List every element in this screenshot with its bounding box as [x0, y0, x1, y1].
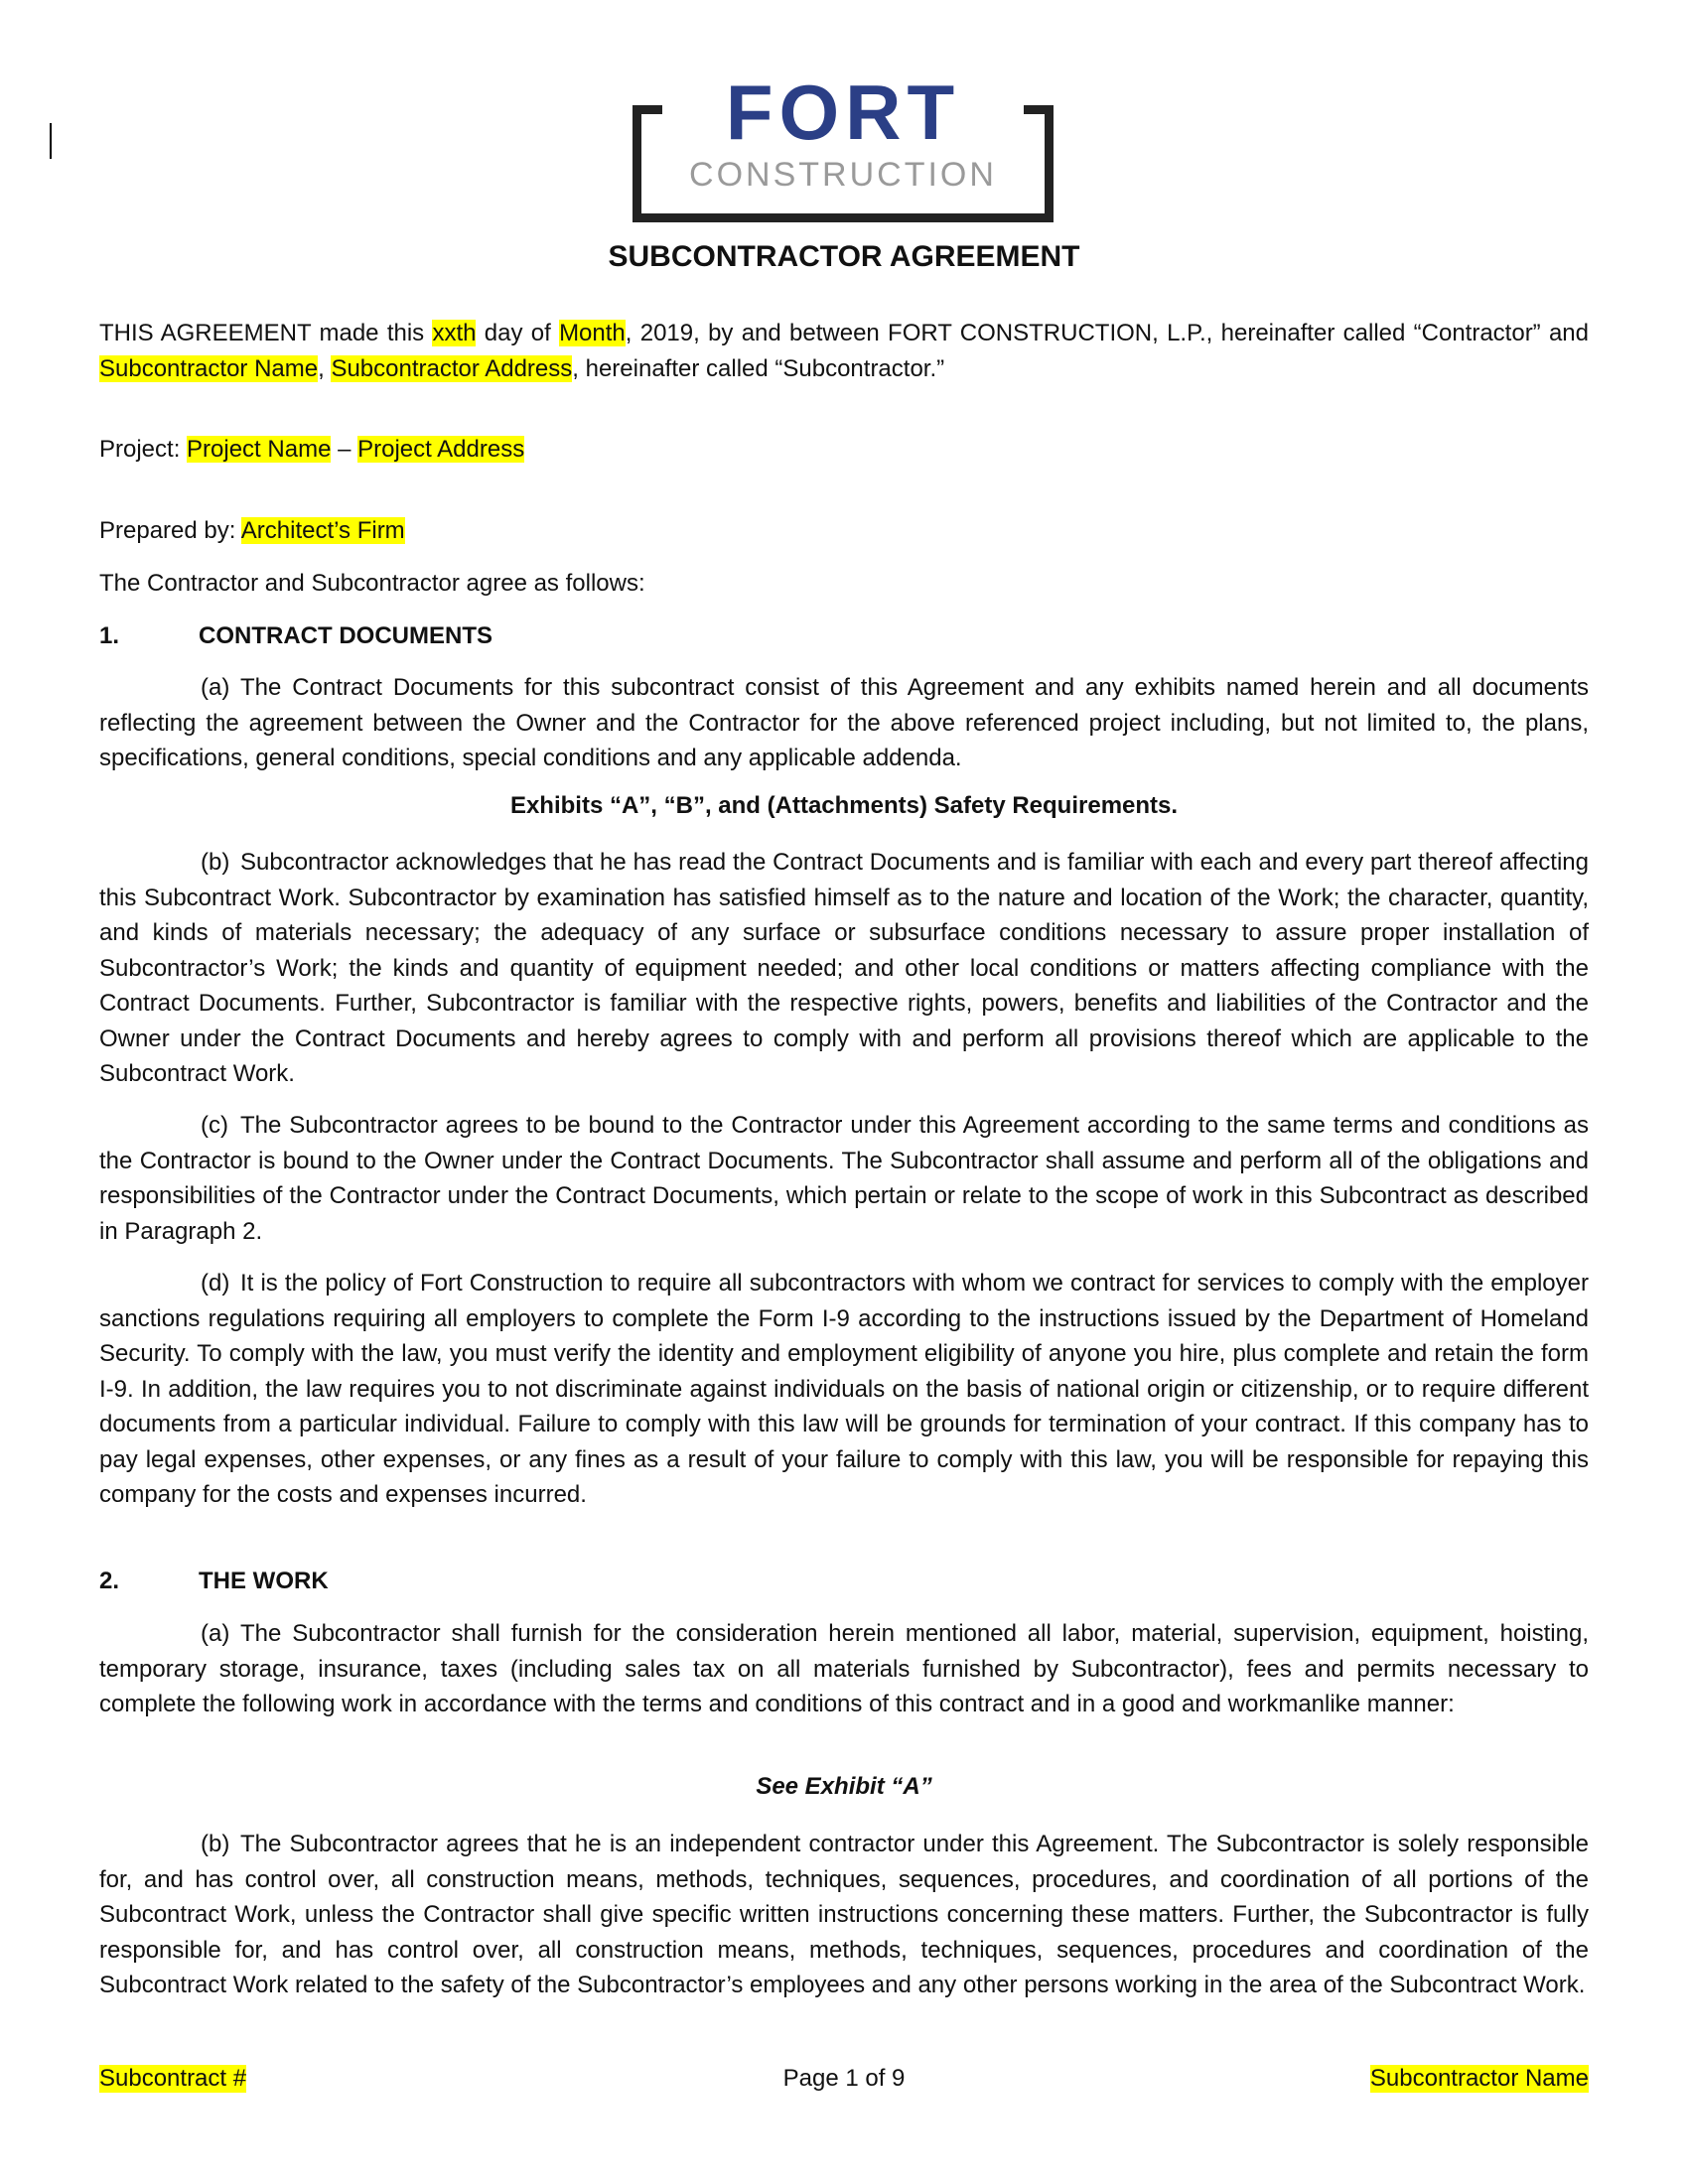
section-2-heading: [99, 1564, 329, 1598]
exhibits-heading: Exhibits “A”, “B”, and (Attachments) Safety Requirements.: [509, 792, 1179, 819]
section-number: 2.: [99, 1568, 120, 1594]
intro-text: ,: [318, 354, 332, 382]
clause-label: (b): [201, 849, 230, 876]
logo-fort-text: FORT: [670, 73, 1016, 151]
clause-text: The Subcontractor shall furnish for the consideration herein mentioned all labor, material, supervision, equipment, hoisting, temporary storage, insurance, taxes (including sales tax on all materials furnished by Subcontractor), fees and permits necessary to complete the following work in accordance with the terms and conditions of this contract and in a good and workmanlike manner:: [99, 1620, 1589, 1717]
clause-label: (a): [201, 674, 230, 701]
section-title: CONTRACT DOCUMENTS: [199, 622, 492, 649]
subcontract-number-field[interactable]: Subcontract #: [99, 2065, 247, 2092]
month-field[interactable]: Month: [559, 320, 626, 346]
project-address-field[interactable]: Project Address: [357, 436, 525, 463]
subcontractor-address-field[interactable]: Subcontractor Address: [331, 354, 573, 382]
logo-construction-text: CONSTRUCTION: [689, 156, 997, 194]
section-2b-paragraph: [99, 1827, 1589, 2003]
project-name-field[interactable]: Project Name: [187, 436, 332, 463]
intro-text: day of: [476, 320, 560, 346]
section-number: 1.: [99, 622, 120, 649]
clause-label: (a): [201, 1620, 230, 1647]
intro-text: , 2019, by and between FORT CONSTRUCTION, L.P., hereinafter called “Contractor” and: [625, 320, 1590, 346]
page-number: Page 1 of 9: [782, 2065, 906, 2092]
project-separator: –: [331, 436, 358, 463]
clause-label: (d): [201, 1270, 230, 1297]
clause-text: The Subcontractor agrees to be bound to the Contractor under this Agreement according to the same terms and conditions as the Contractor is bound to the Owner under the Contract Documents. The Subcontractor shall assume and perform all of the obligations and responsibilities of the Contractor under the Contract Documents, which pertain or relate to the scope of work in this Subcontract as described in Paragraph 2.: [99, 1112, 1589, 1245]
section-1a-paragraph: [99, 670, 1589, 776]
section-1-heading: [99, 618, 492, 653]
section-1c-paragraph: [99, 1108, 1589, 1249]
intro-text: , hereinafter called “Subcontractor.”: [572, 354, 945, 382]
section-1d-paragraph: [99, 1266, 1589, 1513]
page-footer: [99, 2065, 1589, 2100]
fort-construction-logo: [633, 68, 1054, 222]
clause-label: (c): [201, 1112, 228, 1139]
prepared-by-label: Prepared by:: [99, 517, 241, 544]
clause-label: (b): [201, 1831, 230, 1857]
intro-text: THIS AGREEMENT made this: [99, 320, 433, 346]
text-cursor: [50, 123, 52, 159]
section-title: THE WORK: [199, 1568, 329, 1594]
section-2a-paragraph: [99, 1616, 1589, 1722]
day-field[interactable]: xxth: [432, 320, 477, 346]
footer-subcontractor-name-field[interactable]: Subcontractor Name: [1369, 2065, 1589, 2092]
logo-frame-corner-right: [1024, 105, 1054, 114]
document-title: SUBCONTRACTOR AGREEMENT: [608, 240, 1080, 273]
clause-text: The Subcontractor agrees that he is an independent contractor under this Agreement. The Subcontractor is solely responsible for, and has control over, all construction means, methods, techniques, sequences, procedures, and coordination of all portions of the Subcontract Work, unless the Contractor shall give specific written instructions concerning these matters. Further, the Subcontractor is fully responsible for, and has control over, all construction means, methods, techniques, sequences, procedures and coordination of the Subcontract Work related to the safety of the Subcontractor’s employees and any other persons working in the area of the Subcontract Work.: [99, 1831, 1589, 1998]
section-1b-paragraph: [99, 845, 1589, 1092]
agree-statement: The Contractor and Subcontractor agree as follows:: [99, 570, 645, 597]
clause-text: Subcontractor acknowledges that he has read the Contract Documents and is familiar with each and every part thereof affecting this Subcontract Work. Subcontractor by examination has satisfied himself as to the nature and location of the Work; the character, quantity, and kinds of materials necessary; the adequacy of any surface or subsurface conditions necessary to assure proper installation of Subcontractor’s Work; the kinds and quantity of equipment needed; and other local conditions or matters affecting compliance with the Contract Documents. Further, Subcontractor is familiar with the respective rights, powers, benefits and liabilities of the Contractor and the Owner under the Contract Documents and hereby agrees to comply with and perform all provisions thereof which are applicable to the Subcontract Work.: [99, 849, 1589, 1087]
subcontractor-name-field[interactable]: Subcontractor Name: [99, 354, 319, 382]
project-label: Project:: [99, 436, 188, 463]
logo-frame-corner-left: [633, 105, 662, 114]
prepared-by-line: [99, 513, 1589, 549]
clause-text: The Contract Documents for this subcontract consist of this Agreement and any exhibits named herein and all documents reflecting the agreement between the Owner and the Contractor for the above referenced project including, but not limited to, the plans, specifications, general conditions, special conditions and any applicable addenda.: [99, 674, 1589, 771]
architect-firm-field[interactable]: Architect’s Firm: [240, 517, 405, 544]
project-line: [99, 432, 1589, 468]
clause-text: It is the policy of Fort Construction to require all subcontractors with whom we contract for services to comply with the employer sanctions regulations requiring all employers to complete the Form I-9 according to the instructions issued by the Department of Homeland Security. To comply with the law, you must verify the identity and employment eligibility of anyone you hire, plus complete and retain the form I-9. In addition, the law requires you to not discriminate against individuals on the basis of national origin or citizenship, or to require different documents from a particular individual. Failure to comply with this law will be grounds for termination of your contract. If this company has to pay legal expenses, other expenses, or any fines as a result of your failure to comply with this law, you will be responsible for repaying this company for the costs and expenses incurred.: [99, 1270, 1589, 1508]
intro-paragraph: [99, 316, 1589, 386]
see-exhibit-a: See Exhibit “A”: [756, 1773, 932, 1800]
